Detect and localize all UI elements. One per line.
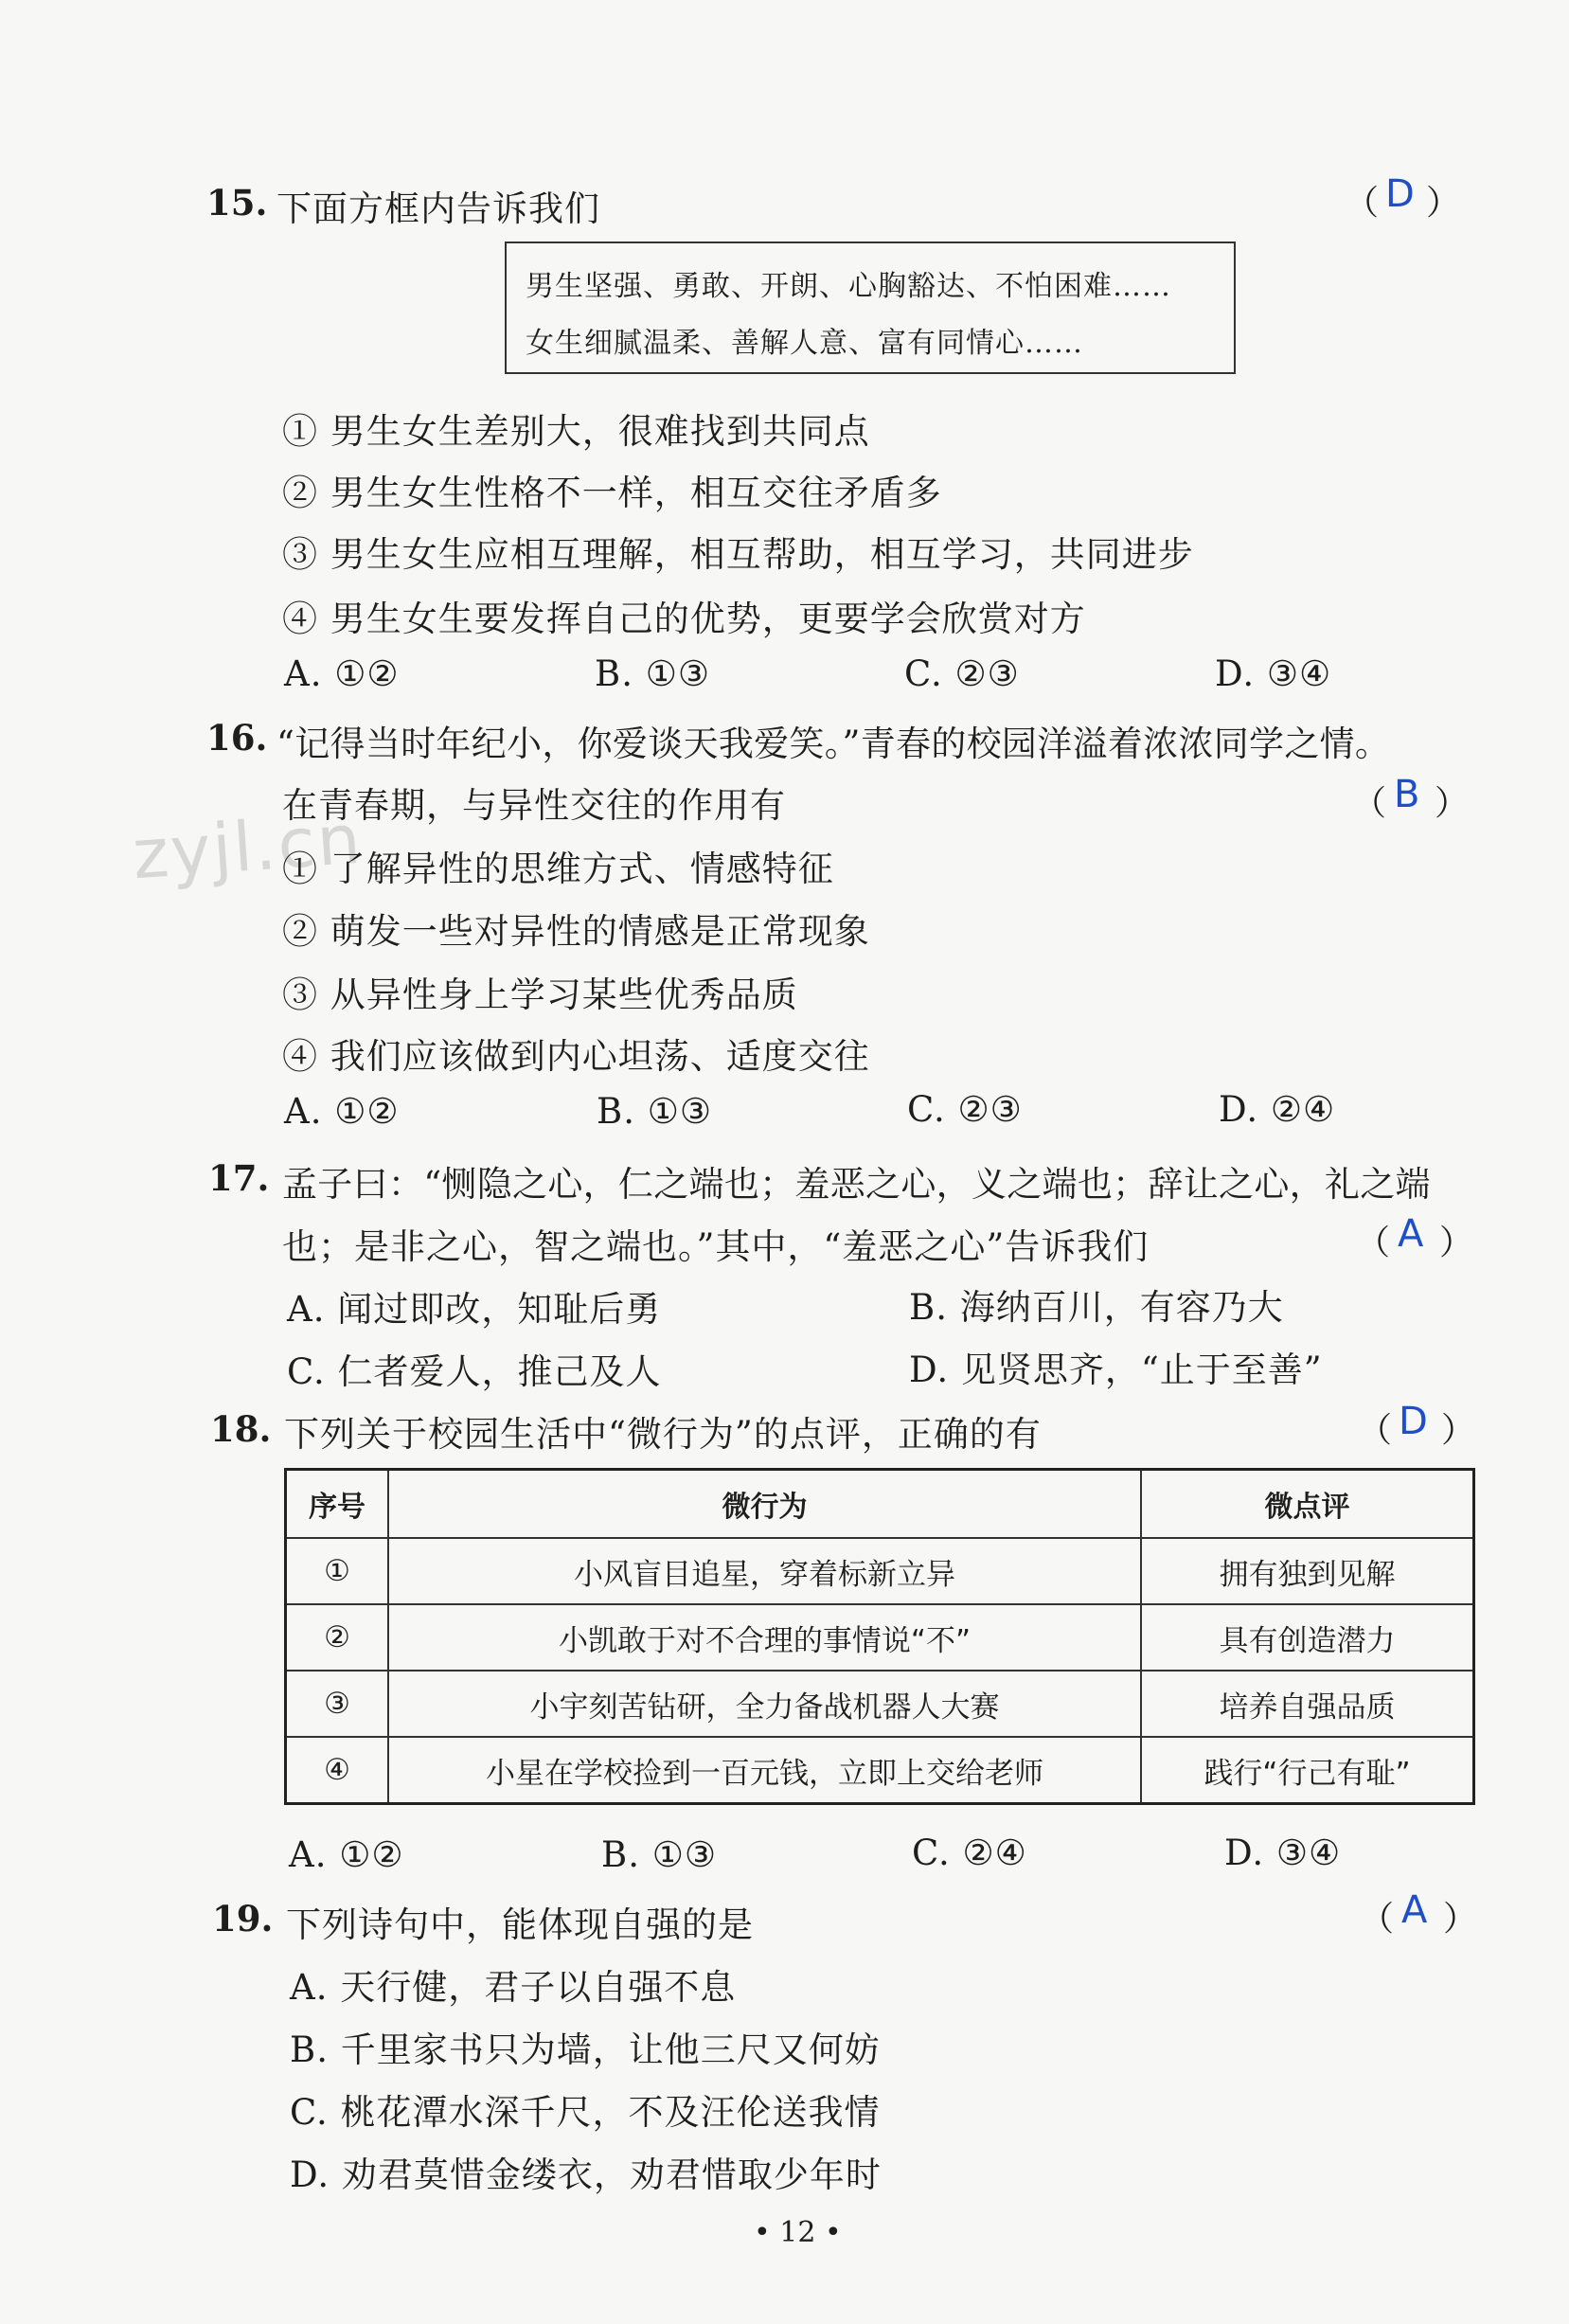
statement: ④ 我们应该做到内心坦荡、适度交往 xyxy=(282,1036,870,1077)
table-row xyxy=(286,1671,1474,1737)
question-number: 15. xyxy=(206,182,268,223)
quote-box xyxy=(505,241,1236,374)
answer-mark: D xyxy=(1399,1400,1428,1443)
answer-paren-right: ） xyxy=(1441,1411,1476,1450)
question-stem: 下列诗句中，能体现自强的是 xyxy=(286,1904,754,1945)
answer-paren-right: ） xyxy=(1443,1900,1478,1939)
option-c: C. 仁者爱人，推己及人 xyxy=(287,1351,662,1392)
statement: ② 萌发一些对异性的情感是正常现象 xyxy=(282,911,870,952)
page-number: • 12 • xyxy=(754,2216,842,2249)
answer-paren-right: ） xyxy=(1426,184,1461,223)
option-c: C. ②④ xyxy=(912,1832,1027,1873)
option-b: B. ①③ xyxy=(595,653,711,694)
question-stem: 孟子曰：“恻隐之心，仁之端也；羞恶之心，义之端也；辞让之心，礼之端 xyxy=(282,1164,1431,1205)
question-stem: 下列关于校园生活中“微行为”的点评，正确的有 xyxy=(284,1414,1042,1455)
table-header-row xyxy=(286,1470,1474,1539)
option-d: D. ③④ xyxy=(1224,1832,1342,1873)
statement: ② 男生女生性格不一样，相互交往矛盾多 xyxy=(282,473,942,513)
answer-mark: D xyxy=(1385,172,1415,216)
answer-paren-left: （ xyxy=(1356,1224,1391,1262)
option-d: D. ③④ xyxy=(1215,653,1332,694)
answer-paren-left: （ xyxy=(1345,184,1380,223)
answer-mark: A xyxy=(1398,1212,1424,1256)
table-cell: 小凯敢于对不合理的事情说“不” xyxy=(388,1604,1141,1671)
table-cell: ② xyxy=(286,1604,389,1671)
header-cell: 序号 xyxy=(286,1470,389,1539)
question-stem: 也；是非之心，智之端也。”其中，“羞恶之心”告诉我们 xyxy=(282,1226,1150,1267)
table-cell: 践行“行己有耻” xyxy=(1141,1737,1474,1804)
question-number: 16. xyxy=(206,717,268,759)
option-c: C. ②③ xyxy=(907,1089,1023,1130)
question-stem: 下面方框内告诉我们 xyxy=(276,188,600,229)
table-cell: ③ xyxy=(286,1671,389,1737)
option-b: B. 千里家书只为墙，让他三尺又何妨 xyxy=(290,2029,881,2070)
table-cell: 小宇刻苦钻研，全力备战机器人大赛 xyxy=(388,1671,1141,1737)
option-a: A. ①② xyxy=(284,1091,400,1132)
box-line: 女生细腻温柔、善解人意、富有同情心…… xyxy=(526,327,1083,360)
table-cell: ① xyxy=(286,1538,389,1604)
table-cell: 具有创造潜力 xyxy=(1141,1604,1474,1671)
option-a: A. 天行健，君子以自强不息 xyxy=(290,1967,737,2008)
header-cell: 微行为 xyxy=(388,1470,1141,1539)
table-cell: 小星在学校捡到一百元钱，立即上交给老师 xyxy=(388,1737,1141,1804)
option-a: A. ①② xyxy=(284,653,400,694)
statement: ③ 从异性身上学习某些优秀品质 xyxy=(282,974,798,1015)
option-b: B. ①③ xyxy=(601,1834,718,1875)
statement: ④ 男生女生要发挥自己的优势，更要学会欣赏对方 xyxy=(282,599,1086,639)
option-b: B. ①③ xyxy=(597,1091,713,1132)
watermark: zyjl.cn xyxy=(130,798,366,895)
option-a: A. 闻过即改，知耻后勇 xyxy=(287,1289,662,1330)
option-d: D. ②④ xyxy=(1219,1089,1336,1130)
option-a: A. ①② xyxy=(289,1834,404,1875)
option-c: C. 桃花潭水深千尺，不及汪伦送我情 xyxy=(290,2092,881,2133)
table-cell: ④ xyxy=(286,1737,389,1804)
header-cell: 微点评 xyxy=(1141,1470,1474,1539)
table-row xyxy=(286,1737,1474,1804)
answer-paren-left: （ xyxy=(1358,1411,1393,1450)
answer-mark: A xyxy=(1401,1888,1428,1932)
answer-paren-left: （ xyxy=(1352,784,1387,823)
question-number: 17. xyxy=(208,1157,270,1199)
answer-paren-left: （ xyxy=(1360,1900,1395,1939)
statement: ③ 男生女生应相互理解，相互帮助，相互学习，共同进步 xyxy=(282,534,1194,575)
answer-mark: B xyxy=(1394,773,1420,816)
answer-paren-right: ） xyxy=(1435,784,1470,823)
statement: ① 了解异性的思维方式、情感特征 xyxy=(282,849,834,889)
question-number: 18. xyxy=(210,1408,272,1450)
question-number: 19. xyxy=(212,1898,274,1940)
option-b: B. 海纳百川，有容乃大 xyxy=(909,1287,1284,1328)
table-row xyxy=(286,1538,1474,1604)
option-d: D. 劝君莫惜金缕衣，劝君惜取少年时 xyxy=(290,2154,882,2195)
table-cell: 拥有独到见解 xyxy=(1141,1538,1474,1604)
evaluation-table xyxy=(284,1468,1475,1805)
option-c: C. ②③ xyxy=(904,653,1020,694)
option-d: D. 见贤思齐，“止于至善” xyxy=(909,1350,1323,1390)
box-line: 男生坚强、勇敢、开朗、心胸豁达、不怕困难…… xyxy=(526,270,1171,303)
answer-paren-right: ） xyxy=(1439,1224,1474,1262)
table-cell: 培养自强品质 xyxy=(1141,1671,1474,1737)
statement: ① 男生女生差别大，很难找到共同点 xyxy=(282,411,870,452)
table-cell: 小风盲目追星，穿着标新立异 xyxy=(388,1538,1141,1604)
question-stem: “记得当时年纪小，你爱谈天我爱笑。”青春的校园洋溢着浓浓同学之情。 xyxy=(276,724,1391,764)
table-row xyxy=(286,1604,1474,1671)
question-stem: 在青春期，与异性交往的作用有 xyxy=(282,785,786,826)
